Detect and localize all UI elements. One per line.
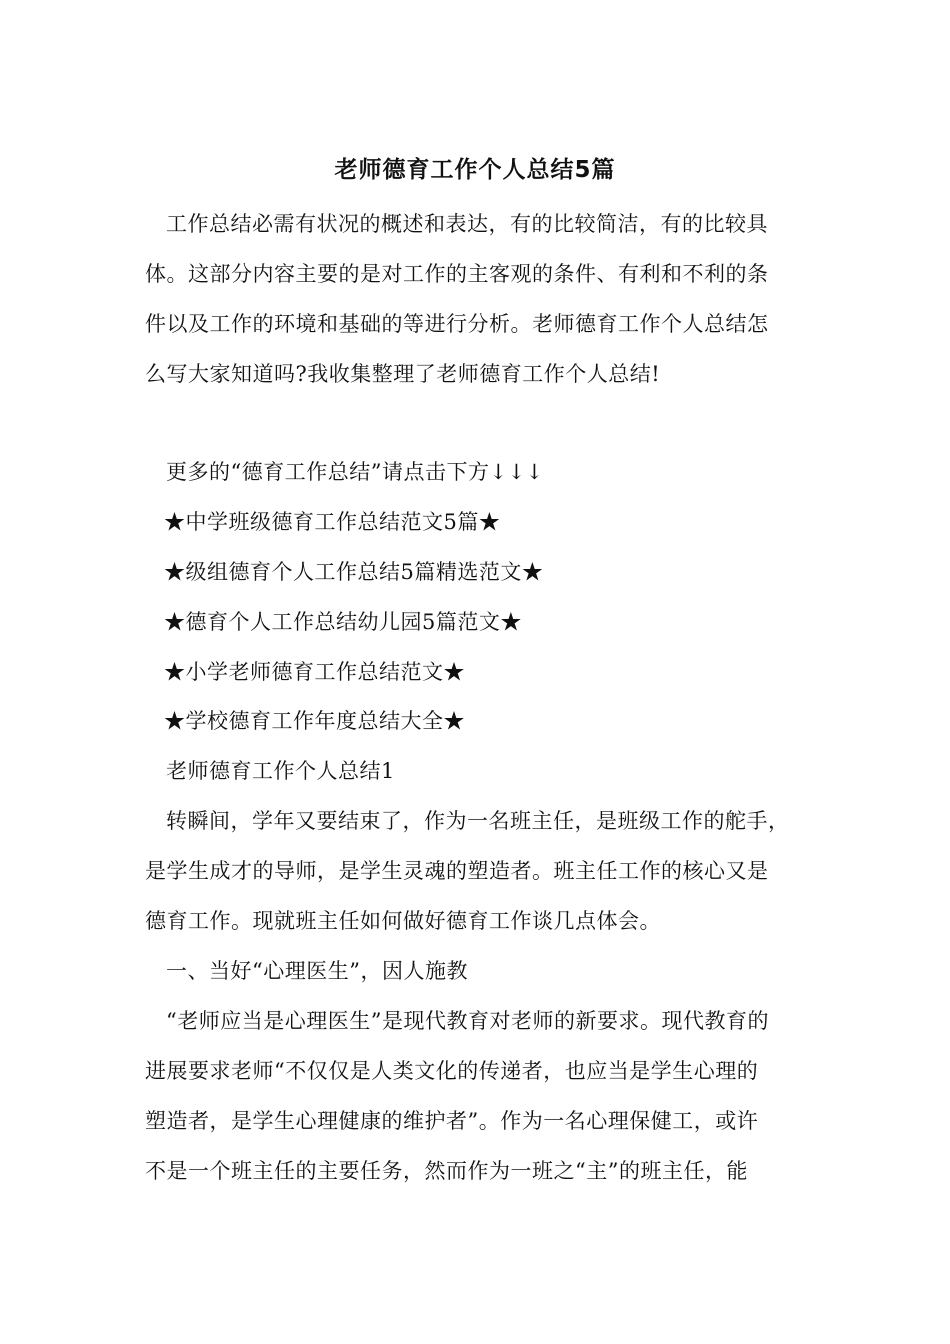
paragraph-line: “老师应当是心理医生”是现代教育对老师的新要求。现代教育的 <box>166 1009 769 1033</box>
paragraph-line: 进展要求老师“不仅仅是人类文化的传递者，也应当是学生心理的 <box>145 1059 759 1083</box>
related-link[interactable]: ★中学班级德育工作总结范文5篇★ <box>164 510 501 534</box>
related-link[interactable]: ★级组德育个人工作总结5篇精选范文★ <box>164 560 544 584</box>
document-title: 老师德育工作个人总结5篇 <box>334 157 616 183</box>
section-heading: 一、当好“心理医生”，因人施教 <box>166 959 468 983</box>
intro-line: 么写大家知道吗?我收集整理了老师德育工作个人总结! <box>145 362 661 386</box>
related-link[interactable]: ★小学老师德育工作总结范文★ <box>164 660 465 684</box>
intro-line: 工作总结必需有状况的概述和表达，有的比较简洁，有的比较具 <box>166 212 768 236</box>
more-prompt: 更多的“德育工作总结”请点击下方↓↓↓ <box>166 460 544 484</box>
paragraph-line: 德育工作。现就班主任如何做好德育工作谈几点体会。 <box>145 909 661 933</box>
intro-line: 体。这部分内容主要的是对工作的主客观的条件、有利和不利的条 <box>145 262 769 286</box>
related-link[interactable]: ★学校德育工作年度总结大全★ <box>164 709 465 733</box>
paragraph-line: 塑造者，是学生心理健康的维护者”。作为一名心理保健工，或许 <box>145 1109 759 1133</box>
paragraph-line: 是学生成才的导师，是学生灵魂的塑造者。班主任工作的核心又是 <box>145 859 769 883</box>
section-title: 老师德育工作个人总结1 <box>166 759 395 783</box>
paragraph-line: 不是一个班主任的主要任务，然而作为一班之“主”的班主任，能 <box>145 1159 748 1183</box>
paragraph-line: 转瞬间，学年又要结束了，作为一名班主任，是班级工作的舵手， <box>166 809 790 833</box>
intro-line: 件以及工作的环境和基础的等进行分析。老师德育工作个人总结怎 <box>145 312 769 336</box>
related-link[interactable]: ★德育个人工作总结幼儿园5篇范文★ <box>164 610 522 634</box>
